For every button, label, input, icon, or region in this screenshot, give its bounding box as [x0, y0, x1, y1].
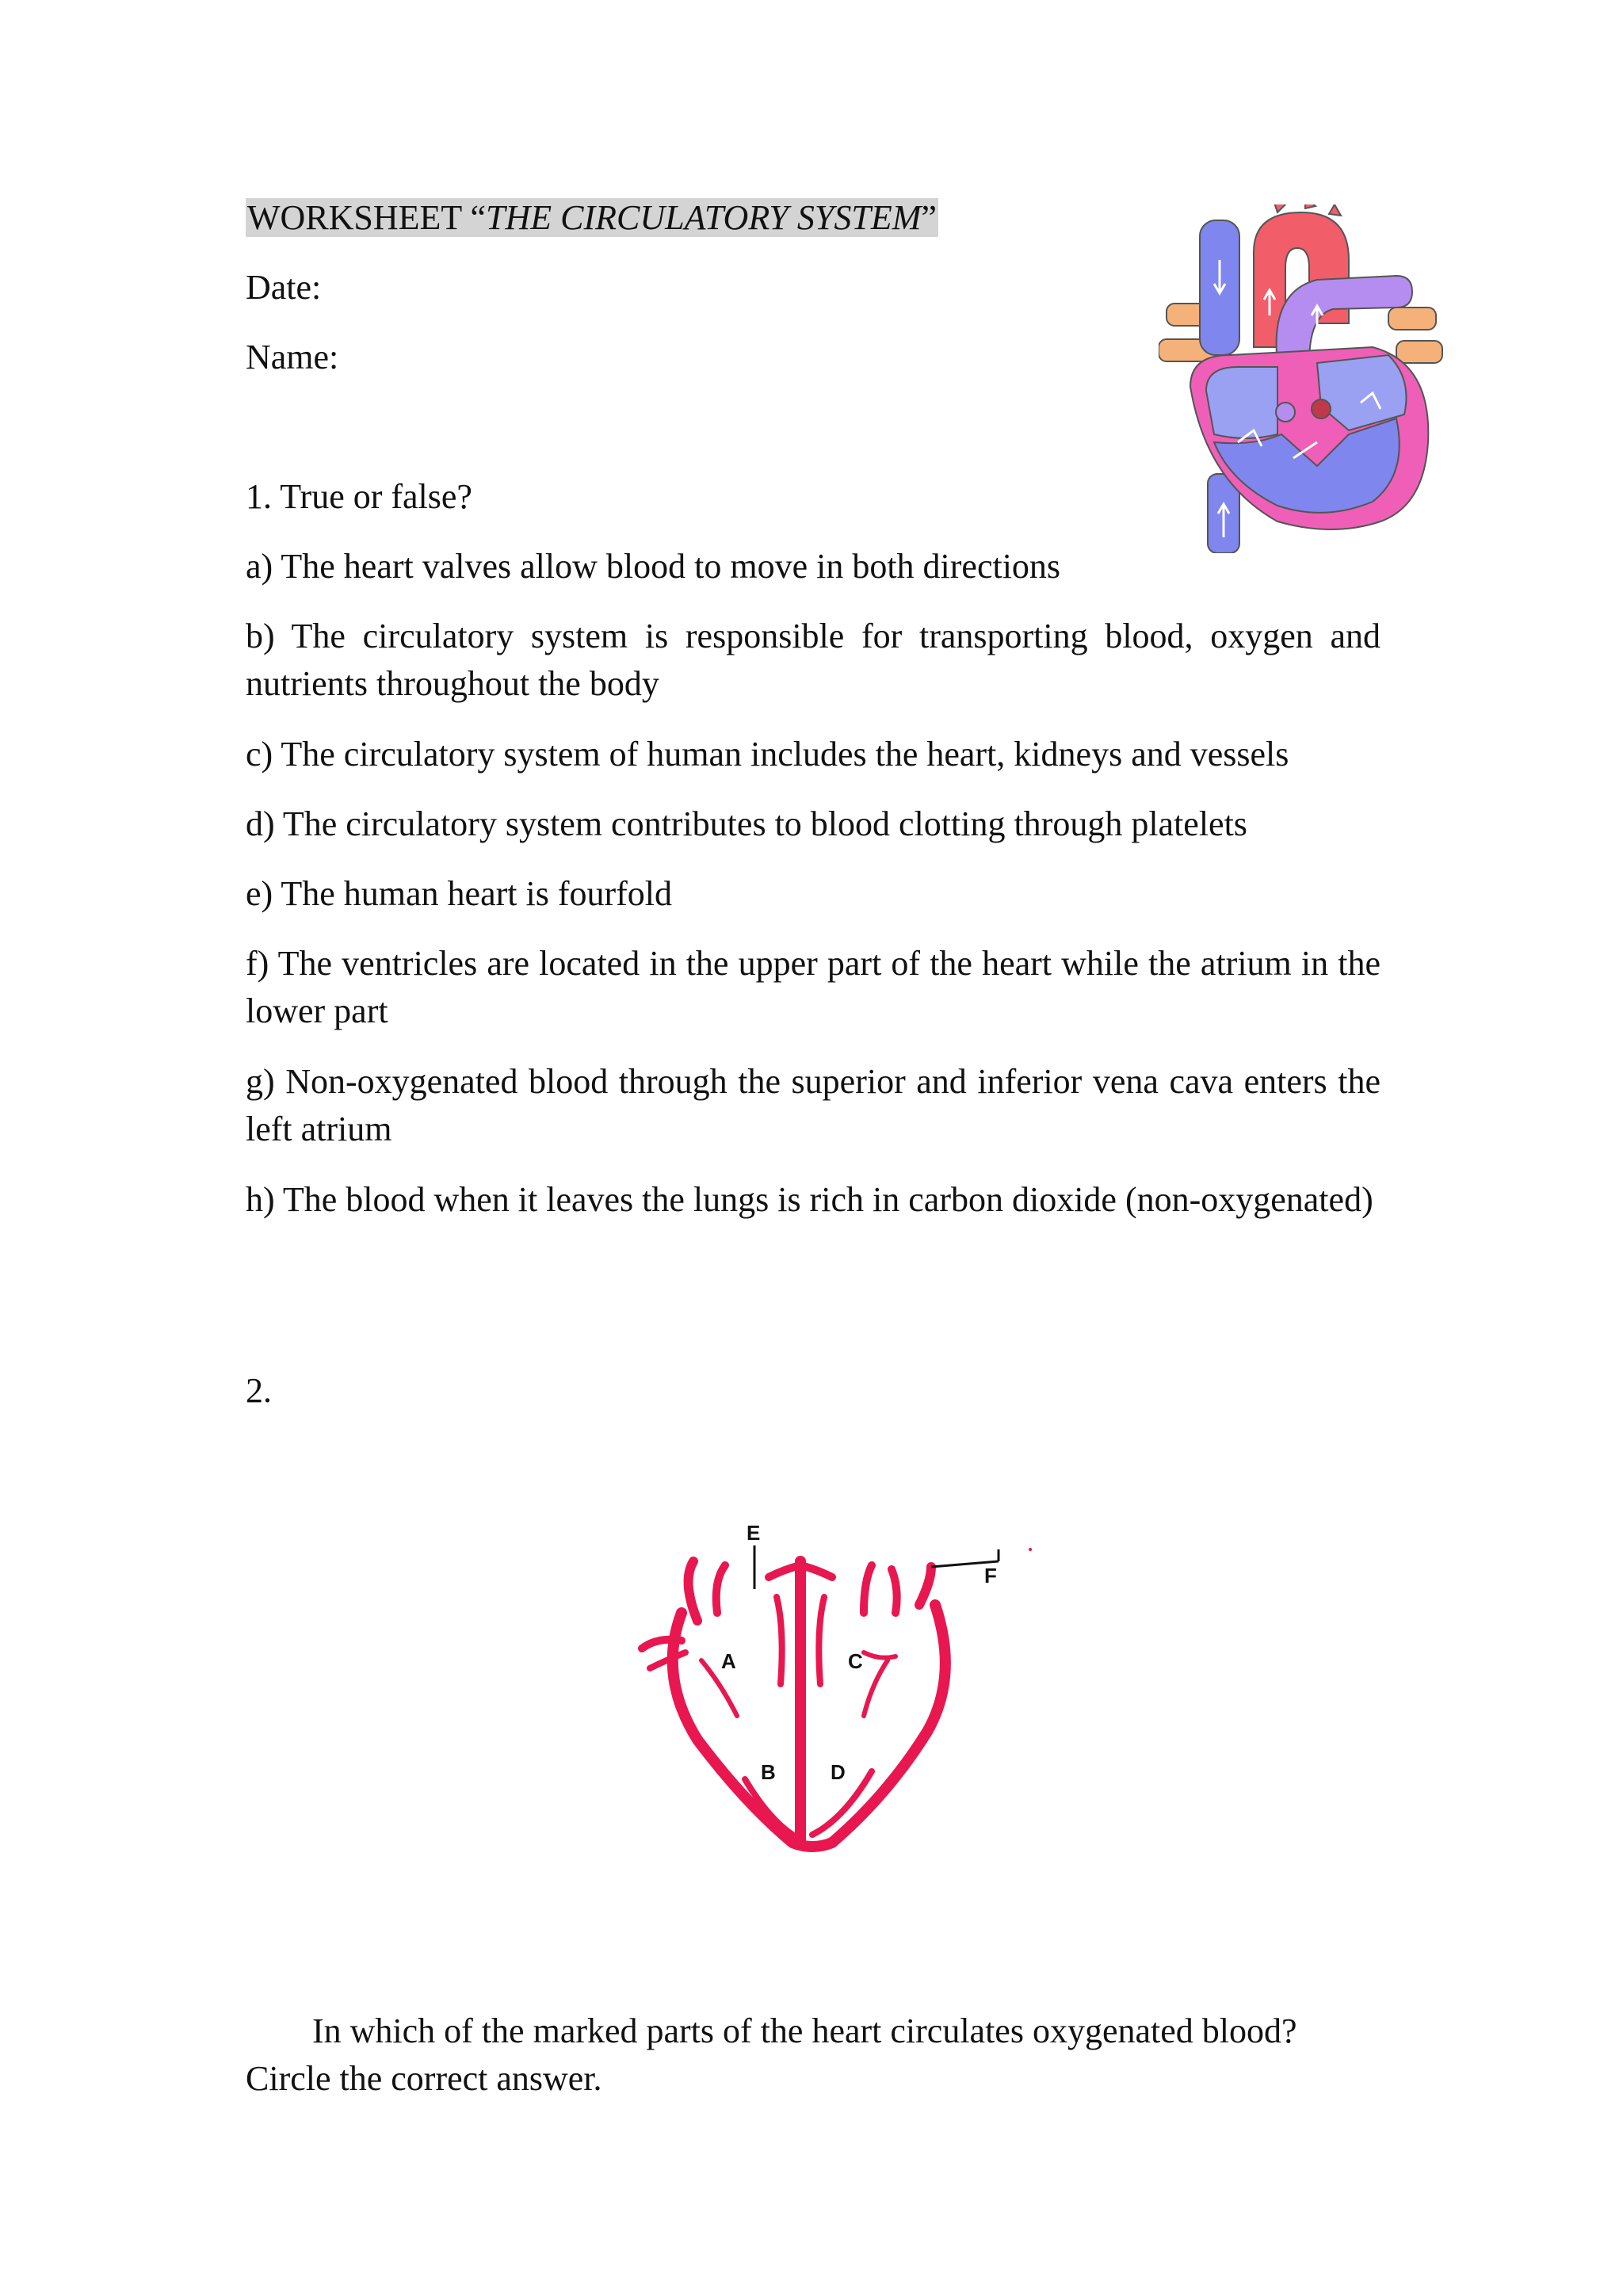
diagram-label-c: C — [848, 1649, 863, 1673]
title-prefix: WORKSHEET “ — [247, 198, 487, 237]
title-suffix: ” — [921, 198, 937, 237]
q1-item-h: h) The blood when it leaves the lungs is rich in carbon dioxide (non-oxygenated) — [246, 1180, 1373, 1219]
worksheet-title — [246, 194, 938, 242]
heart-labeled-diagram — [626, 1502, 1038, 1866]
diagram-label-a: A — [721, 1649, 736, 1673]
q1-item-e: e) The human heart is fourfold — [246, 874, 673, 913]
q1-item-c: c) The circulatory system of human includes the heart, kidneys and vessels — [246, 735, 1289, 774]
q1-item-g: g) Non-oxygenated blood through the superior and inferior vena cava enters the left atrium — [246, 1062, 1381, 1148]
diagram-label-d: D — [831, 1760, 846, 1784]
q2-heading: 2. — [246, 1371, 272, 1410]
q1-item-d: d) The circulatory system contributes to blood clotting through platelets — [246, 804, 1247, 843]
q2-question-line2: Circle the correct answer. — [246, 2059, 602, 2098]
q2-question-line1: In which of the marked parts of the heart circulates oxygenated blood? — [312, 2011, 1297, 2050]
q1-item-b: b) The circulatory system is responsible for transporting blood, oxygen and nutrients throughout the body — [246, 617, 1381, 703]
name-label: Name: — [246, 338, 339, 376]
q1-heading: 1. True or false? — [246, 477, 472, 516]
diagram-label-b: B — [761, 1760, 776, 1784]
diagram-label-f: F — [984, 1564, 997, 1587]
q1-item-a: a) The heart valves allow blood to move in both directions — [246, 547, 1061, 586]
title-italic: THE CIRCULATORY SYSTEM — [486, 198, 922, 237]
diagram-label-e: E — [747, 1521, 761, 1545]
date-label: Date: — [246, 268, 322, 307]
heart-anatomy-illustration — [1159, 204, 1444, 553]
q1-item-f: f) The ventricles are located in the upper part of the heart while the atrium in the lower part — [246, 944, 1381, 1030]
